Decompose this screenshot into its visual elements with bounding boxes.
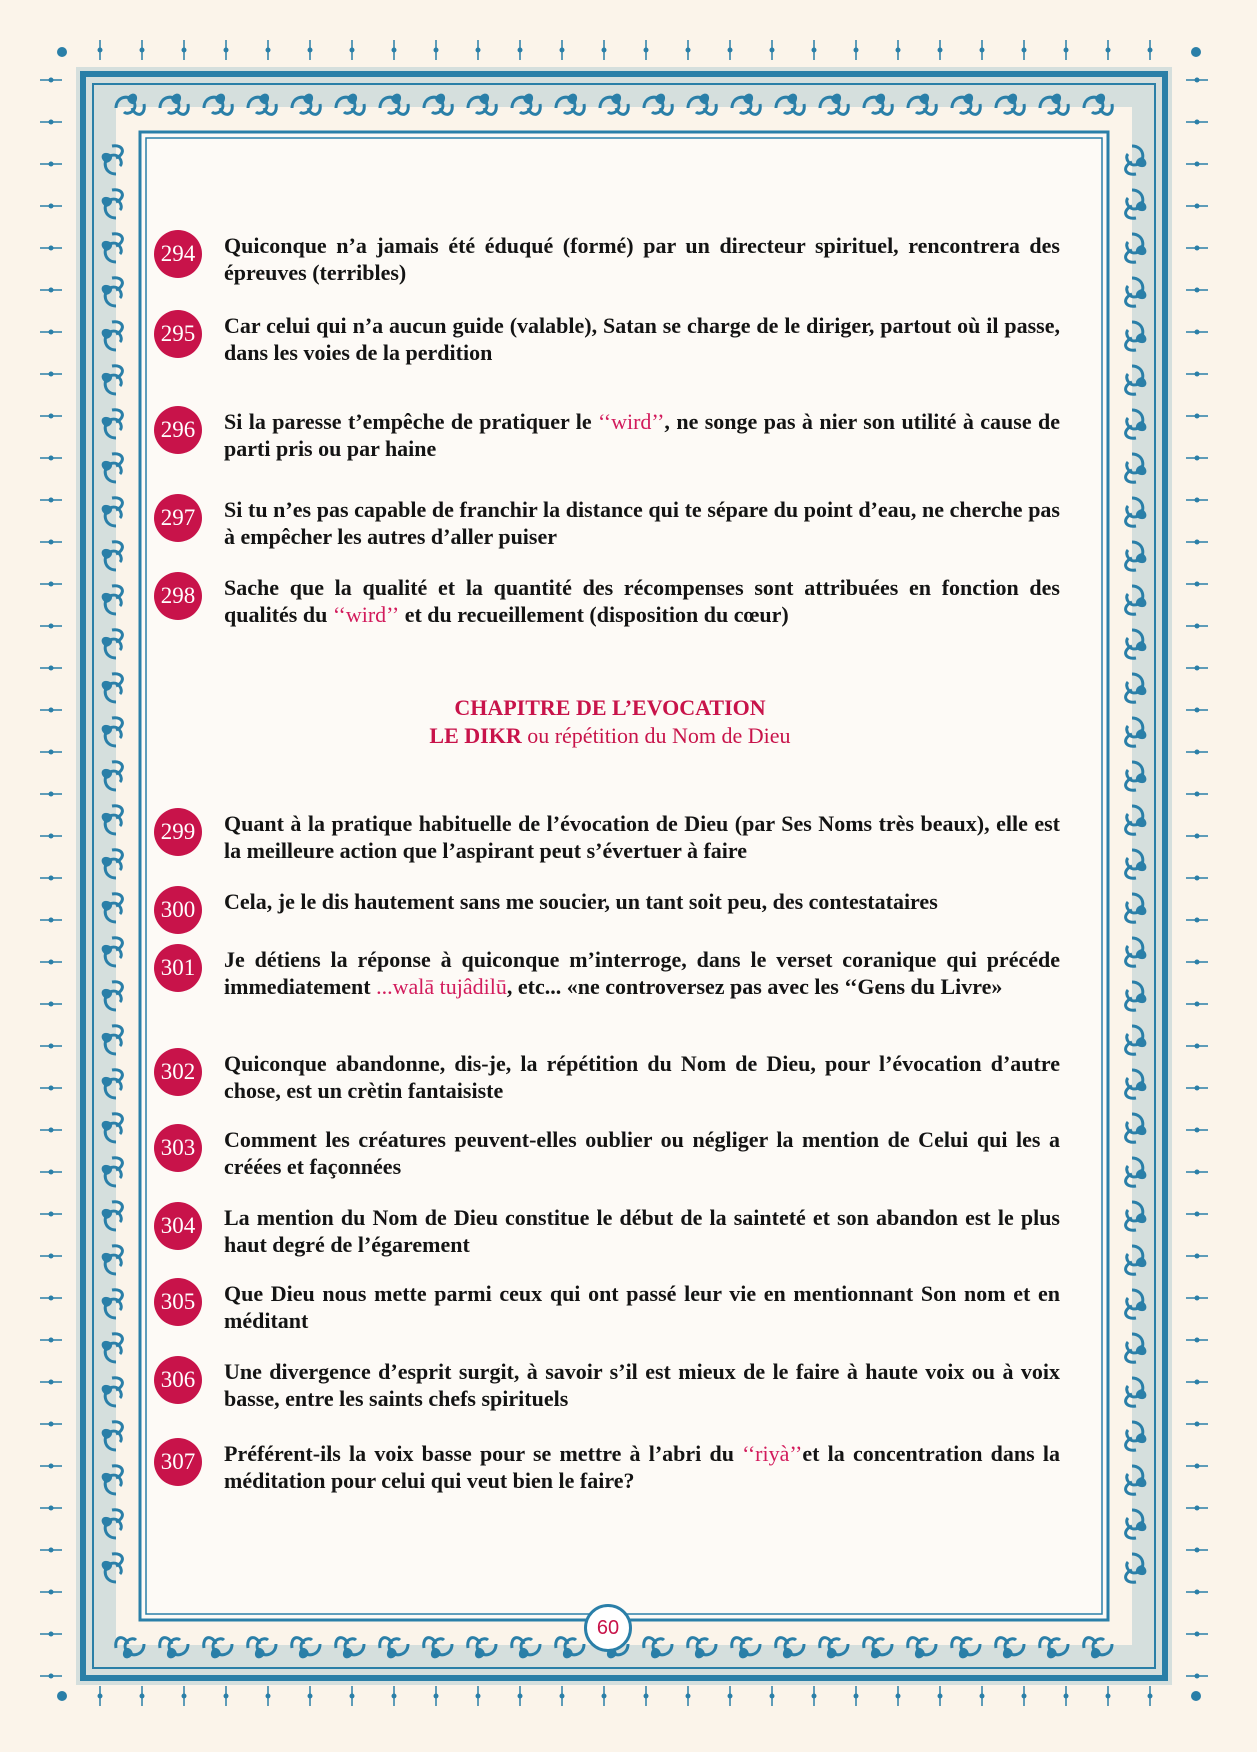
margin-tick-dot xyxy=(1195,1086,1200,1091)
verse-text-part: Préférent-ils la voix basse pour se mettre à l’abri du xyxy=(224,1441,743,1466)
margin-tick-dot xyxy=(140,48,145,53)
margin-tick-dot xyxy=(98,1694,103,1699)
margin-tick-dot xyxy=(49,792,54,797)
verse-305 xyxy=(160,1280,1060,1334)
margin-tick-dot xyxy=(1195,540,1200,545)
highlighted-term: ...walā tujâdilū xyxy=(376,974,507,999)
verse-text xyxy=(224,946,1060,1000)
margin-tick-dot xyxy=(182,48,187,53)
margin-tick-dot xyxy=(182,1694,187,1699)
margin-tick-dot xyxy=(1195,1632,1200,1637)
margin-tick-dot xyxy=(644,48,649,53)
margin-tick-dot xyxy=(1195,1590,1200,1595)
margin-tick-dot xyxy=(1195,1506,1200,1511)
margin-tick-dot xyxy=(49,750,54,755)
margin-tick-dot xyxy=(896,1694,901,1699)
margin-tick-dot xyxy=(224,48,229,53)
margin-tick-dot xyxy=(49,456,54,461)
margin-tick-dot xyxy=(49,540,54,545)
highlighted-term: ‘‘wird’’ xyxy=(332,602,400,627)
margin-tick-dot xyxy=(812,48,817,53)
margin-tick-dot xyxy=(686,48,691,53)
margin-tick-dot xyxy=(49,834,54,839)
margin-tick-dot xyxy=(1195,582,1200,587)
margin-tick-dot xyxy=(1195,1212,1200,1217)
highlighted-term: ‘‘riyà’’ xyxy=(742,1441,803,1466)
margin-tick-dot xyxy=(49,414,54,419)
margin-tick-dot xyxy=(49,708,54,713)
margin-tick-dot xyxy=(308,1694,313,1699)
margin-tick-dot xyxy=(1022,48,1027,53)
margin-tick-dot xyxy=(49,1086,54,1091)
margin-tick-dot xyxy=(49,1674,54,1679)
margin-tick-dot xyxy=(1195,498,1200,503)
margin-tick-dot xyxy=(854,48,859,53)
margin-tick-dot xyxy=(49,120,54,125)
margin-tick-dot xyxy=(518,48,523,53)
verse-number-badge: 302 xyxy=(154,1048,202,1096)
margin-tick-dot xyxy=(49,1422,54,1427)
margin-tick-dot xyxy=(938,1694,943,1699)
margin-tick-dot xyxy=(49,162,54,167)
margin-tick-dot xyxy=(1195,288,1200,293)
margin-tick-dot xyxy=(49,1380,54,1385)
verse-text-part: et du recueillement (disposition du cœur) xyxy=(399,602,789,627)
margin-tick-dot xyxy=(1195,1422,1200,1427)
margin-tick-dot xyxy=(1195,330,1200,335)
verse-number-badge: 304 xyxy=(154,1202,202,1250)
margin-tick-dot xyxy=(560,1694,565,1699)
margin-tick-dot xyxy=(266,1694,271,1699)
margin-tick-dot xyxy=(1195,792,1200,797)
margin-tick-dot xyxy=(49,1590,54,1595)
margin-tick-dot xyxy=(98,48,103,53)
margin-tick-dot xyxy=(1195,1674,1200,1679)
corner-ornament xyxy=(57,1691,67,1701)
verse-number-badge: 297 xyxy=(154,494,202,542)
margin-tick-dot xyxy=(49,372,54,377)
verse-294 xyxy=(160,232,1060,286)
margin-tick-dot xyxy=(49,288,54,293)
corner-ornament xyxy=(1191,1691,1201,1701)
verse-number-badge: 307 xyxy=(154,1438,202,1486)
margin-tick-dot xyxy=(686,1694,691,1699)
margin-tick-dot xyxy=(49,78,54,83)
margin-tick-dot xyxy=(49,1464,54,1469)
margin-tick-dot xyxy=(49,1338,54,1343)
verse-number-badge: 306 xyxy=(154,1356,202,1404)
margin-tick-dot xyxy=(980,1694,985,1699)
margin-tick-dot xyxy=(49,1170,54,1175)
verse-text xyxy=(224,408,1060,462)
margin-tick-dot xyxy=(49,876,54,881)
margin-tick-dot xyxy=(1148,1694,1153,1699)
verse-297 xyxy=(160,496,1060,550)
verse-text-part: et la concentration dans la méditation pour celui qui veut bien le faire? xyxy=(224,1441,1060,1493)
chapter-heading xyxy=(160,694,1060,750)
margin-tick-dot xyxy=(1195,1254,1200,1259)
margin-tick-dot xyxy=(728,1694,733,1699)
text-panel xyxy=(160,232,1060,1592)
margin-tick-dot xyxy=(1195,1464,1200,1469)
chapter-subtitle-bold: LE DIKR xyxy=(429,723,522,748)
margin-tick-dot xyxy=(49,1254,54,1259)
margin-tick-dot xyxy=(1195,1044,1200,1049)
margin-tick-dot xyxy=(1195,750,1200,755)
margin-tick-dot xyxy=(1195,1170,1200,1175)
margin-tick-dot xyxy=(308,48,313,53)
margin-tick-dot xyxy=(1195,1002,1200,1007)
margin-tick-dot xyxy=(1195,204,1200,209)
verse-306 xyxy=(160,1358,1060,1412)
margin-tick-dot xyxy=(644,1694,649,1699)
verse-number-badge: 299 xyxy=(154,808,202,856)
verse-text: Car celui qui n’a aucun guide (valable), Satan se charge de le diriger, partout où il passe, dans les voies de la perdition xyxy=(224,313,1060,365)
margin-tick-dot xyxy=(49,960,54,965)
margin-tick-dot xyxy=(1195,624,1200,629)
verse-text xyxy=(224,1440,1060,1494)
margin-tick-dot xyxy=(1195,414,1200,419)
margin-tick-dot xyxy=(140,1694,145,1699)
margin-tick-dot xyxy=(49,1002,54,1007)
margin-tick-dot xyxy=(49,1296,54,1301)
margin-tick-dot xyxy=(49,330,54,335)
verse-text-part: Je détiens la réponse à quiconque m’interroge, dans le verset coranique qui précéde immediatement xyxy=(224,947,1060,999)
margin-tick-dot xyxy=(1195,1380,1200,1385)
verse-text: Quant à la pratique habituelle de l’évocation de Dieu (par Ses Noms très beaux), elle est la meilleure action que l’aspirant peut s’évertuer à faire xyxy=(224,811,1060,863)
margin-tick-dot xyxy=(1195,708,1200,713)
margin-tick-dot xyxy=(1195,876,1200,881)
margin-tick-dot xyxy=(434,48,439,53)
verse-text-part: Si la paresse t’empêche de pratiquer le xyxy=(224,409,599,434)
verse-number-badge: 301 xyxy=(154,944,202,992)
margin-tick-dot xyxy=(1195,918,1200,923)
verse-text-part: , ne songe pas à nier son utilité à cause de parti pris ou par haine xyxy=(224,409,1061,461)
verse-298 xyxy=(160,574,1060,628)
margin-tick-dot xyxy=(224,1694,229,1699)
margin-tick-dot xyxy=(350,48,355,53)
margin-tick-dot xyxy=(434,1694,439,1699)
verse-text: Une divergence d’esprit surgit, à savoir s’il est mieux de le faire à haute voix ou à voix basse, entre les saints chefs spirituels xyxy=(224,1359,1060,1411)
margin-tick-dot xyxy=(770,1694,775,1699)
verse-number-badge: 298 xyxy=(154,572,202,620)
margin-tick-dot xyxy=(1195,162,1200,167)
margin-tick-dot xyxy=(49,246,54,251)
margin-tick-dot xyxy=(1064,48,1069,53)
verse-number-badge: 303 xyxy=(154,1124,202,1172)
verse-text: Quiconque abandonne, dis-je, la répétition du Nom de Dieu, pour l’évocation d’autre chose, est un crètin fantaisiste xyxy=(224,1051,1060,1103)
chapter-subtitle-rest: ou répétition du Nom de Dieu xyxy=(521,723,791,748)
verse-295 xyxy=(160,312,1060,366)
verse-300 xyxy=(160,888,1060,922)
verse-299 xyxy=(160,810,1060,864)
margin-tick-dot xyxy=(392,1694,397,1699)
margin-tick-dot xyxy=(1148,48,1153,53)
verse-296 xyxy=(160,408,1060,462)
margin-tick-dot xyxy=(1195,834,1200,839)
margin-tick-dot xyxy=(49,1632,54,1637)
margin-tick-dot xyxy=(1195,78,1200,83)
chapter-subtitle xyxy=(160,722,1060,750)
verse-number-badge: 295 xyxy=(154,310,202,358)
margin-tick-dot xyxy=(1195,120,1200,125)
verse-303 xyxy=(160,1126,1060,1180)
margin-tick-dot xyxy=(266,48,271,53)
corner-ornament xyxy=(57,47,67,57)
margin-tick-dot xyxy=(602,1694,607,1699)
verse-number-badge: 296 xyxy=(154,406,202,454)
margin-tick-dot xyxy=(1195,372,1200,377)
margin-tick-dot xyxy=(1195,1548,1200,1553)
verse-304 xyxy=(160,1204,1060,1258)
verse-number-badge: 300 xyxy=(154,886,202,934)
verse-number-badge: 305 xyxy=(154,1278,202,1326)
margin-tick-dot xyxy=(770,48,775,53)
verse-text: Que Dieu nous mette parmi ceux qui ont passé leur vie en mentionnant Son nom et en méditant xyxy=(224,1281,1060,1333)
margin-tick-dot xyxy=(1106,1694,1111,1699)
margin-tick-dot xyxy=(980,48,985,53)
margin-tick-dot xyxy=(392,48,397,53)
margin-tick-dot xyxy=(49,1506,54,1511)
margin-tick-dot xyxy=(49,1044,54,1049)
margin-tick-dot xyxy=(602,48,607,53)
margin-tick-dot xyxy=(350,1694,355,1699)
margin-tick-dot xyxy=(1022,1694,1027,1699)
margin-tick-dot xyxy=(728,48,733,53)
margin-tick-dot xyxy=(49,624,54,629)
highlighted-term: ‘‘wird’’ xyxy=(598,409,665,434)
margin-tick-dot xyxy=(49,582,54,587)
verse-301 xyxy=(160,946,1060,1000)
margin-tick-dot xyxy=(854,1694,859,1699)
margin-tick-dot xyxy=(1064,1694,1069,1699)
verse-text: Si tu n’es pas capable de franchir la distance qui te sépare du point d’eau, ne cherche pas à empêcher les autres d’aller puiser xyxy=(224,497,1060,549)
margin-tick-dot xyxy=(812,1694,817,1699)
margin-tick-dot xyxy=(476,1694,481,1699)
margin-tick-dot xyxy=(896,48,901,53)
margin-tick-dot xyxy=(476,48,481,53)
verse-number-badge: 294 xyxy=(154,230,202,278)
margin-tick-dot xyxy=(49,498,54,503)
margin-tick-dot xyxy=(49,1548,54,1553)
margin-tick-dot xyxy=(938,48,943,53)
margin-tick-dot xyxy=(49,918,54,923)
verse-302 xyxy=(160,1050,1060,1104)
margin-tick-dot xyxy=(1195,666,1200,671)
verse-text: Quiconque n’a jamais été éduqué (formé) par un directeur spirituel, rencontrera des épreuves (terribles) xyxy=(224,233,1060,285)
verse-text-part: , etc... «ne controversez pas avec les ‘‘Gens du Livre» xyxy=(506,974,1003,999)
margin-tick-dot xyxy=(49,204,54,209)
corner-ornament xyxy=(1191,47,1201,57)
margin-tick-dot xyxy=(1195,1338,1200,1343)
verse-text-part: Sache que la qualité et la quantité des récompenses sont attribuées en fonction des qualités du xyxy=(224,575,1060,627)
page-number: 60 xyxy=(584,1604,632,1652)
margin-tick-dot xyxy=(49,1128,54,1133)
verse-text: Cela, je le dis hautement sans me soucier, un tant soit peu, des contestataires xyxy=(224,889,938,914)
margin-tick-dot xyxy=(1106,48,1111,53)
chapter-title: CHAPITRE DE L’EVOCATION xyxy=(454,695,766,720)
margin-tick-dot xyxy=(1195,1128,1200,1133)
margin-tick-dot xyxy=(49,1212,54,1217)
margin-tick-dot xyxy=(1195,960,1200,965)
margin-tick-dot xyxy=(1195,1296,1200,1301)
verse-text xyxy=(224,574,1060,628)
verse-text: La mention du Nom de Dieu constitue le début de la sainteté et son abandon est le plus haut degré de l’égarement xyxy=(224,1205,1060,1257)
margin-tick-dot xyxy=(560,48,565,53)
verse-text: Comment les créatures peuvent-elles oublier ou négliger la mention de Celui qui les a créées et façonnées xyxy=(224,1127,1060,1179)
margin-tick-dot xyxy=(1195,456,1200,461)
verse-307 xyxy=(160,1440,1060,1494)
margin-tick-dot xyxy=(1195,246,1200,251)
margin-tick-dot xyxy=(49,666,54,671)
margin-tick-dot xyxy=(518,1694,523,1699)
